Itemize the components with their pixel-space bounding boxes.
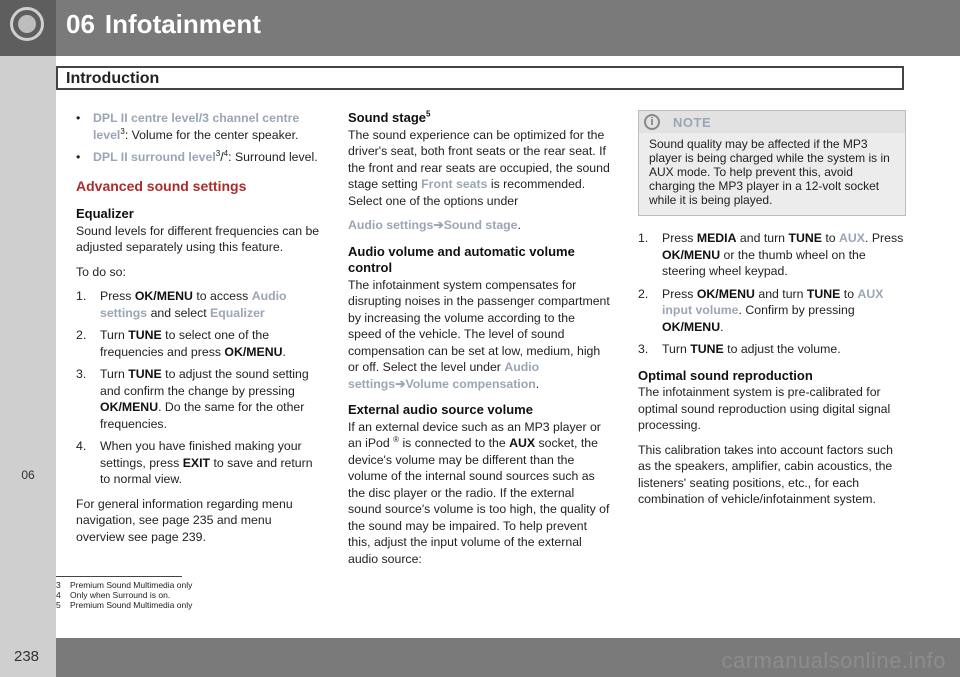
section-heading: Advanced sound settings [76,177,247,194]
footnote: 3 Premium Sound Multimedia only [56,580,193,590]
side-tab-chapter: 06 [21,468,35,482]
steps-list [76,288,321,488]
section-title: Introduction [66,70,160,87]
paragraph: The sound experience can be optimized for the driver's seat, both front seats or the rear seat. If the front and rear seats are occupied, the sound stage setting Front seats is recommended. Select one of the options under [348,127,610,208]
footnote-divider [56,576,182,577]
chapter-header [0,0,960,56]
list-item: • DPL II surround level$^3$/$^4$: Surround level. [76,149,321,166]
paragraph: This calibration takes into account factors such as the speakers, amplifier, cabin acoustics, the listeners' seating positions, etc., for each combination of vehicle/infotainment system. [638,442,893,506]
menu-path: Audio settings➔Sound stage. [348,218,521,232]
note-box [638,110,906,216]
section-bar [56,66,904,90]
subheading-optimal-sound: Optimal sound reproduction [638,367,813,383]
note-title: NOTE [673,115,712,130]
list-item: 1. Press MEDIA and turn TUNE to AUX. Press OK/MENU or the thumb wheel on the steering wheel keypad. [638,231,904,278]
watermark: carmanualsonline.info [721,648,946,673]
column-3 [638,110,906,516]
subheading-audio-volume: Audio volume and automatic volume control [348,243,575,275]
steps-list [638,230,906,358]
arrow-right-icon: ➔ [395,376,406,391]
note-header [639,111,905,133]
list-item: 2. Press OK/MENU and turn TUNE to AUX input volume. Confirm by pressing OK/MENU. [638,286,884,334]
arrow-right-icon: ➔ [433,218,444,232]
chapter-icon [0,0,56,56]
paragraph: If an external device such as an MP3 player or an iPod ® is connected to the AUX socket, the device's volume may be different than the volume of the internal sound sources such as the disc player or the radio. If the external sound source's volume is too high, the quality of the sound may be impaired. To help prevent this, adjust the input volume of the external audio source: [348,419,610,566]
list-item: 4. When you have finished making your settings, press EXIT to save and return to normal view. [76,439,313,486]
chapter-title [66,9,261,40]
footnote: 4 Only when Surround is on. [56,590,171,600]
side-tab-bar [0,56,56,638]
list-item: 1. Press OK/MENU to access Audio settings and select Equalizer [76,289,287,320]
paragraph: To do so: [76,264,126,279]
subheading-equalizer: Equalizer [76,206,134,221]
bullet-list [76,110,321,166]
note-text: Sound quality may be affected if the MP3 player is being charged while the system is in AUX mode. To help prevent this, avoid charging the MP3 player in a 12-volt socket while it is being played. [649,137,890,207]
paragraph: The infotainment system is pre-calibrated for optimal sound reproduction using digital signal processing. [638,385,891,432]
footnotes [56,580,192,610]
column-1 [76,110,321,553]
page-number: 238 [14,648,40,665]
subheading-external-volume: External audio source volume [348,402,533,417]
list-item: 3. Turn TUNE to adjust the volume. [638,342,841,356]
list-item: • DPL II centre level/3 channel centre level$^3$: Volume for the center speaker. [76,110,321,143]
paragraph: The infotainment system compensates for disrupting noises in the passenger compartment by increasing the volume according to the speed of the vehicle. The level of sound compensation can be set at low, medium, high or off. Select the level under Audio settings➔Volume compensation. [348,277,610,391]
chapter-number: 06 [66,9,95,39]
list-item: 2. Turn TUNE to select one of the frequencies and press OK/MENU. [76,328,286,359]
paragraph: For general information regarding menu navigation, see page 235 and menu overview see page 239. [76,496,293,544]
paragraph: Sound levels for different frequencies can be adjusted separately using this feature. [76,223,320,254]
column-2 [348,110,610,575]
list-item: 3. Turn TUNE to adjust the sound setting and confirm the change by pressing OK/MENU. Do the same for the other frequencies. [76,367,309,431]
info-icon: i [644,114,660,130]
chapter-name: Infotainment [104,9,261,39]
subheading-sound-stage: Sound stage$^5$ [348,109,431,125]
footnote: 5 Premium Sound Multimedia only [56,600,193,610]
